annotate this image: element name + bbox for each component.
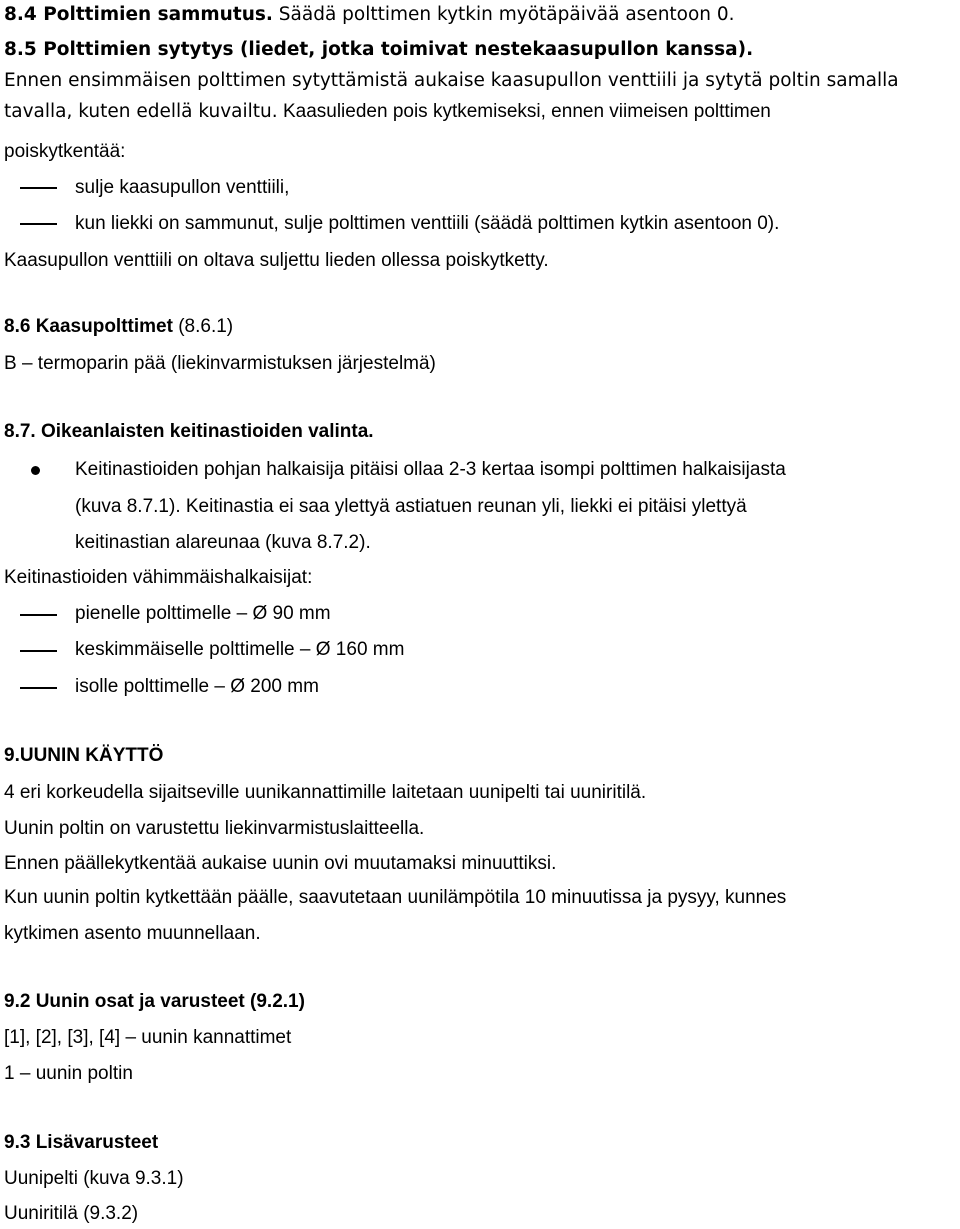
section-8-5-heading: 8.5 Polttimien sytytys (liedet, jotka toimivat nestekaasupullon kanssa). (4, 39, 754, 60)
section-9-3-item: Uunipelti (kuva 9.3.1) (4, 1168, 184, 1189)
min-size-item: isolle polttimelle – Ø 200 mm (75, 676, 319, 697)
section-8-6-legend: B – termoparin pää (liekinvarmistuksen järjestelmä) (4, 353, 436, 374)
section-8-5-para2-line1: Kaasulieden pois kytkemiseksi, ennen viimeisen polttimen (277, 101, 771, 122)
section-8-5-para1-line1: Ennen ensimmäisen polttimen sytyttämistä aukaise kaasupullon venttiili ja sytytä poltin samalla (4, 70, 899, 91)
section-9-heading: 9.UUNIN KÄYTTÖ (4, 745, 164, 766)
bullet-line: (kuva 8.7.1). Keitinastia ei saa ylettyä astiatuen reunan yli, liekki ei pitäisi ylettyä (75, 496, 747, 517)
bullet-line: keitinastian alareunaa (kuva 8.7.2). (75, 532, 371, 553)
section-9-2-heading: 9.2 Uunin osat ja varusteet (9.2.1) (4, 991, 305, 1012)
figure-ref: (8.6.1) (172, 316, 234, 337)
section-8-6-heading: 8.6 Kaasupolttimet (4, 316, 173, 337)
dash-marker (20, 187, 57, 189)
dash-marker (20, 687, 57, 689)
section-8-5-para2-line2: poiskytkentää: (4, 141, 126, 162)
section-8-7-heading: 8.7. Oikeanlaisten keitinastioiden valinta. (4, 421, 374, 442)
bullet-line: Keitinastioiden pohjan halkaisija pitäisi ollaa 2-3 kertaa isompi polttimen halkaisijasta (75, 459, 786, 480)
section-9-line: Ennen päällekytkentää aukaise uunin ovi muutamaksi minuuttiksi. (4, 853, 557, 874)
bullet-icon (31, 466, 40, 475)
step-item: kun liekki on sammunut, sulje polttimen venttiili (säädä polttimen kytkin asentoon 0). (75, 213, 780, 234)
section-8-4-text: Säädä polttimen kytkin myötäpäivää asentoon 0. (272, 4, 735, 25)
dash-marker (20, 223, 57, 225)
section-8-6-line (4, 315, 233, 339)
section-8-4-heading: 8.4 Polttimien sammutus. (4, 4, 273, 25)
section-9-3-heading: 9.3 Lisävarusteet (4, 1132, 159, 1153)
section-9-line: kytkimen asento muunnellaan. (4, 923, 261, 944)
dash-marker (20, 650, 57, 652)
min-size-item: keskimmäiselle polttimelle – Ø 160 mm (75, 639, 405, 660)
step-item: sulje kaasupullon venttiili, (75, 177, 290, 198)
section-9-line: 4 eri korkeudella sijaitseville uunikannattimille laitetaan uunipelti tai uuniritilä. (4, 782, 647, 803)
min-sizes-title: Keitinastioiden vähimmäishalkaisijat: (4, 567, 313, 588)
section-9-line: Uunin poltin on varustettu liekinvarmistuslaitteella. (4, 818, 425, 839)
min-size-item: pienelle polttimelle – Ø 90 mm (75, 603, 331, 624)
section-9-2-item: 1 – uunin poltin (4, 1063, 133, 1084)
section-8-4-line (4, 3, 735, 27)
section-9-line: Kun uunin poltin kytkettään päälle, saavutetaan uunilämpötila 10 minuutissa ja pysyy, kunnes (4, 887, 787, 908)
dash-marker (20, 614, 57, 616)
section-8-5-note: Kaasupullon venttiili on oltava suljettu lieden ollessa poiskytketty. (4, 250, 549, 271)
section-9-3-item: Uuniritilä (9.3.2) (4, 1203, 139, 1224)
section-9-2-item: [1], [2], [3], [4] – uunin kannattimet (4, 1027, 292, 1048)
section-8-5-para1-line2: tavalla, kuten edellä kuvailtu. Kaasulieden pois kytkemiseksi, ennen viimeisen polttimen (4, 101, 771, 122)
